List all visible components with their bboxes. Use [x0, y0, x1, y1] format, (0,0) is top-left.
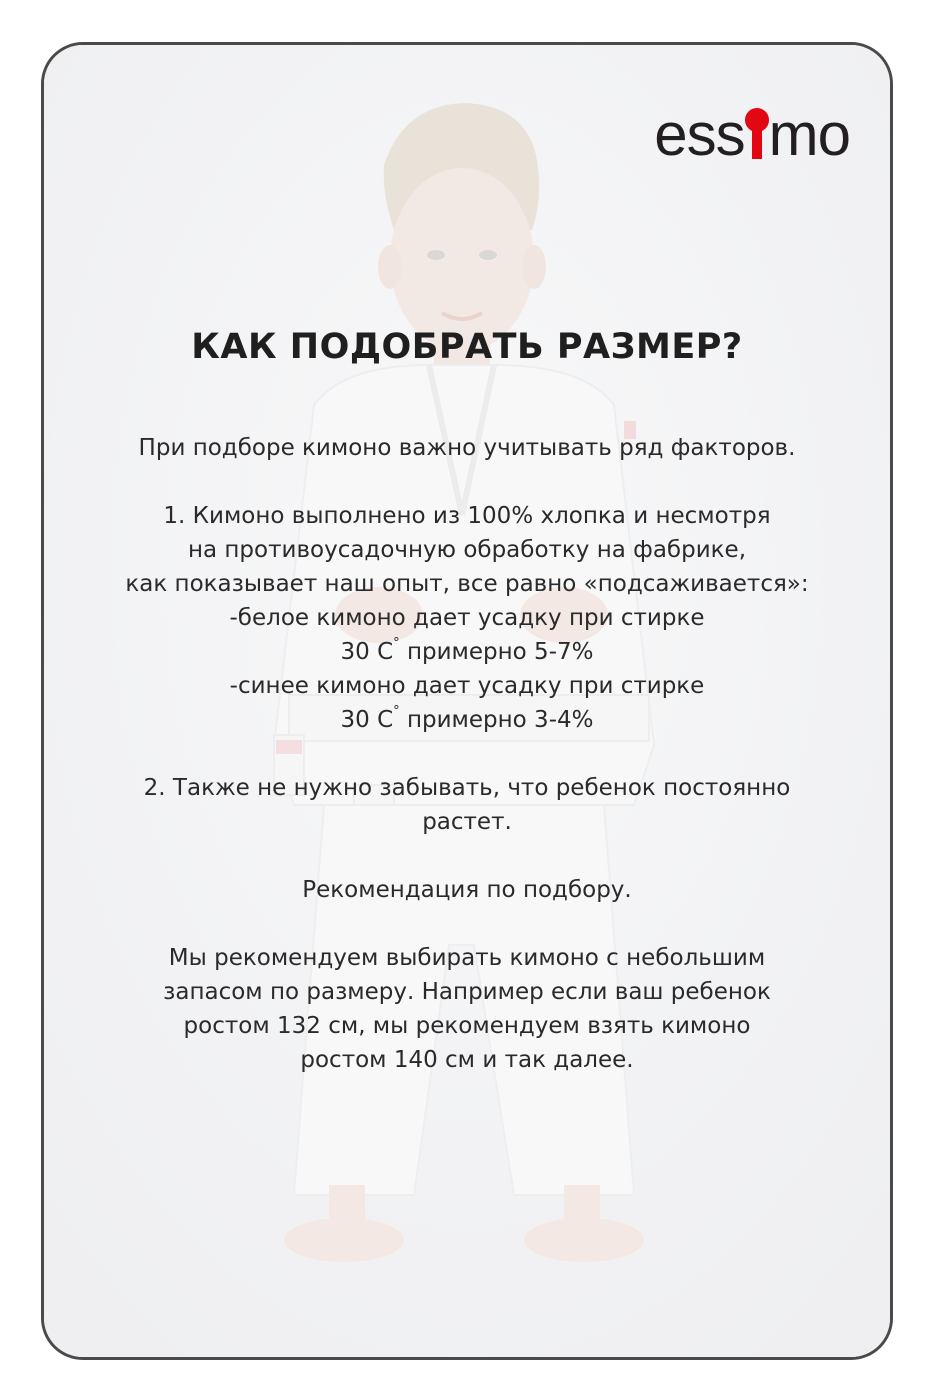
white-temp: 30 С: [340, 639, 394, 665]
logo-i-mark: [745, 105, 769, 165]
white-kimono-line: -белое кимоно дает усадку при стирке: [229, 605, 705, 631]
white-degree: °: [393, 636, 400, 651]
recommendation-line1: Мы рекомендуем выбирать кимоно с небольшим: [168, 945, 766, 971]
point2-line2: растет.: [422, 809, 512, 835]
blue-temp: 30 С: [340, 707, 394, 733]
recommendation-line3: ростом 132 см, мы рекомендуем взять кимоно: [183, 1013, 751, 1039]
white-percent: примерно 5-7%: [399, 639, 594, 665]
info-text: [44, 431, 890, 1077]
logo-text-start: ess: [654, 101, 745, 168]
essimo-logo: [654, 101, 850, 168]
blue-percent: примерно 3-4%: [399, 707, 594, 733]
point1-line1: 1. Кимоно выполнено из 100% хлопка и несмотря: [163, 503, 771, 529]
point1-line3: как показывает наш опыт, все равно «подсаживается»:: [125, 571, 809, 597]
spacer: [44, 839, 890, 873]
page-title: КАК ПОДОБРАТЬ РАЗМЕР?: [191, 327, 743, 367]
recommendation-line2: запасом по размеру. Например если ваш ребенок: [163, 979, 771, 1005]
spacer: [44, 907, 890, 941]
recommendation-line4: ростом 140 см и так далее.: [300, 1047, 634, 1073]
intro-text: При подборе кимоно важно учитывать ряд факторов.: [138, 435, 796, 461]
point2-line1: 2. Также не нужно забывать, что ребенок постоянно: [143, 775, 791, 801]
point1-line2: на противоусадочную обработку на фабрике,: [187, 537, 747, 563]
blue-kimono-line: -синее кимоно дает усадку при стирке: [229, 673, 705, 699]
blue-kimono-shrink: [44, 703, 890, 737]
spacer: [44, 465, 890, 499]
spacer: [44, 737, 890, 771]
white-kimono-shrink: [44, 635, 890, 669]
logo-i-dot-icon: [745, 108, 769, 132]
logo-i-stem-icon: [752, 131, 762, 159]
info-card: [41, 42, 893, 1360]
recommendation-heading: Рекомендация по подбору.: [302, 877, 632, 903]
logo-text-end: mo: [768, 101, 850, 168]
blue-degree: °: [393, 704, 400, 719]
